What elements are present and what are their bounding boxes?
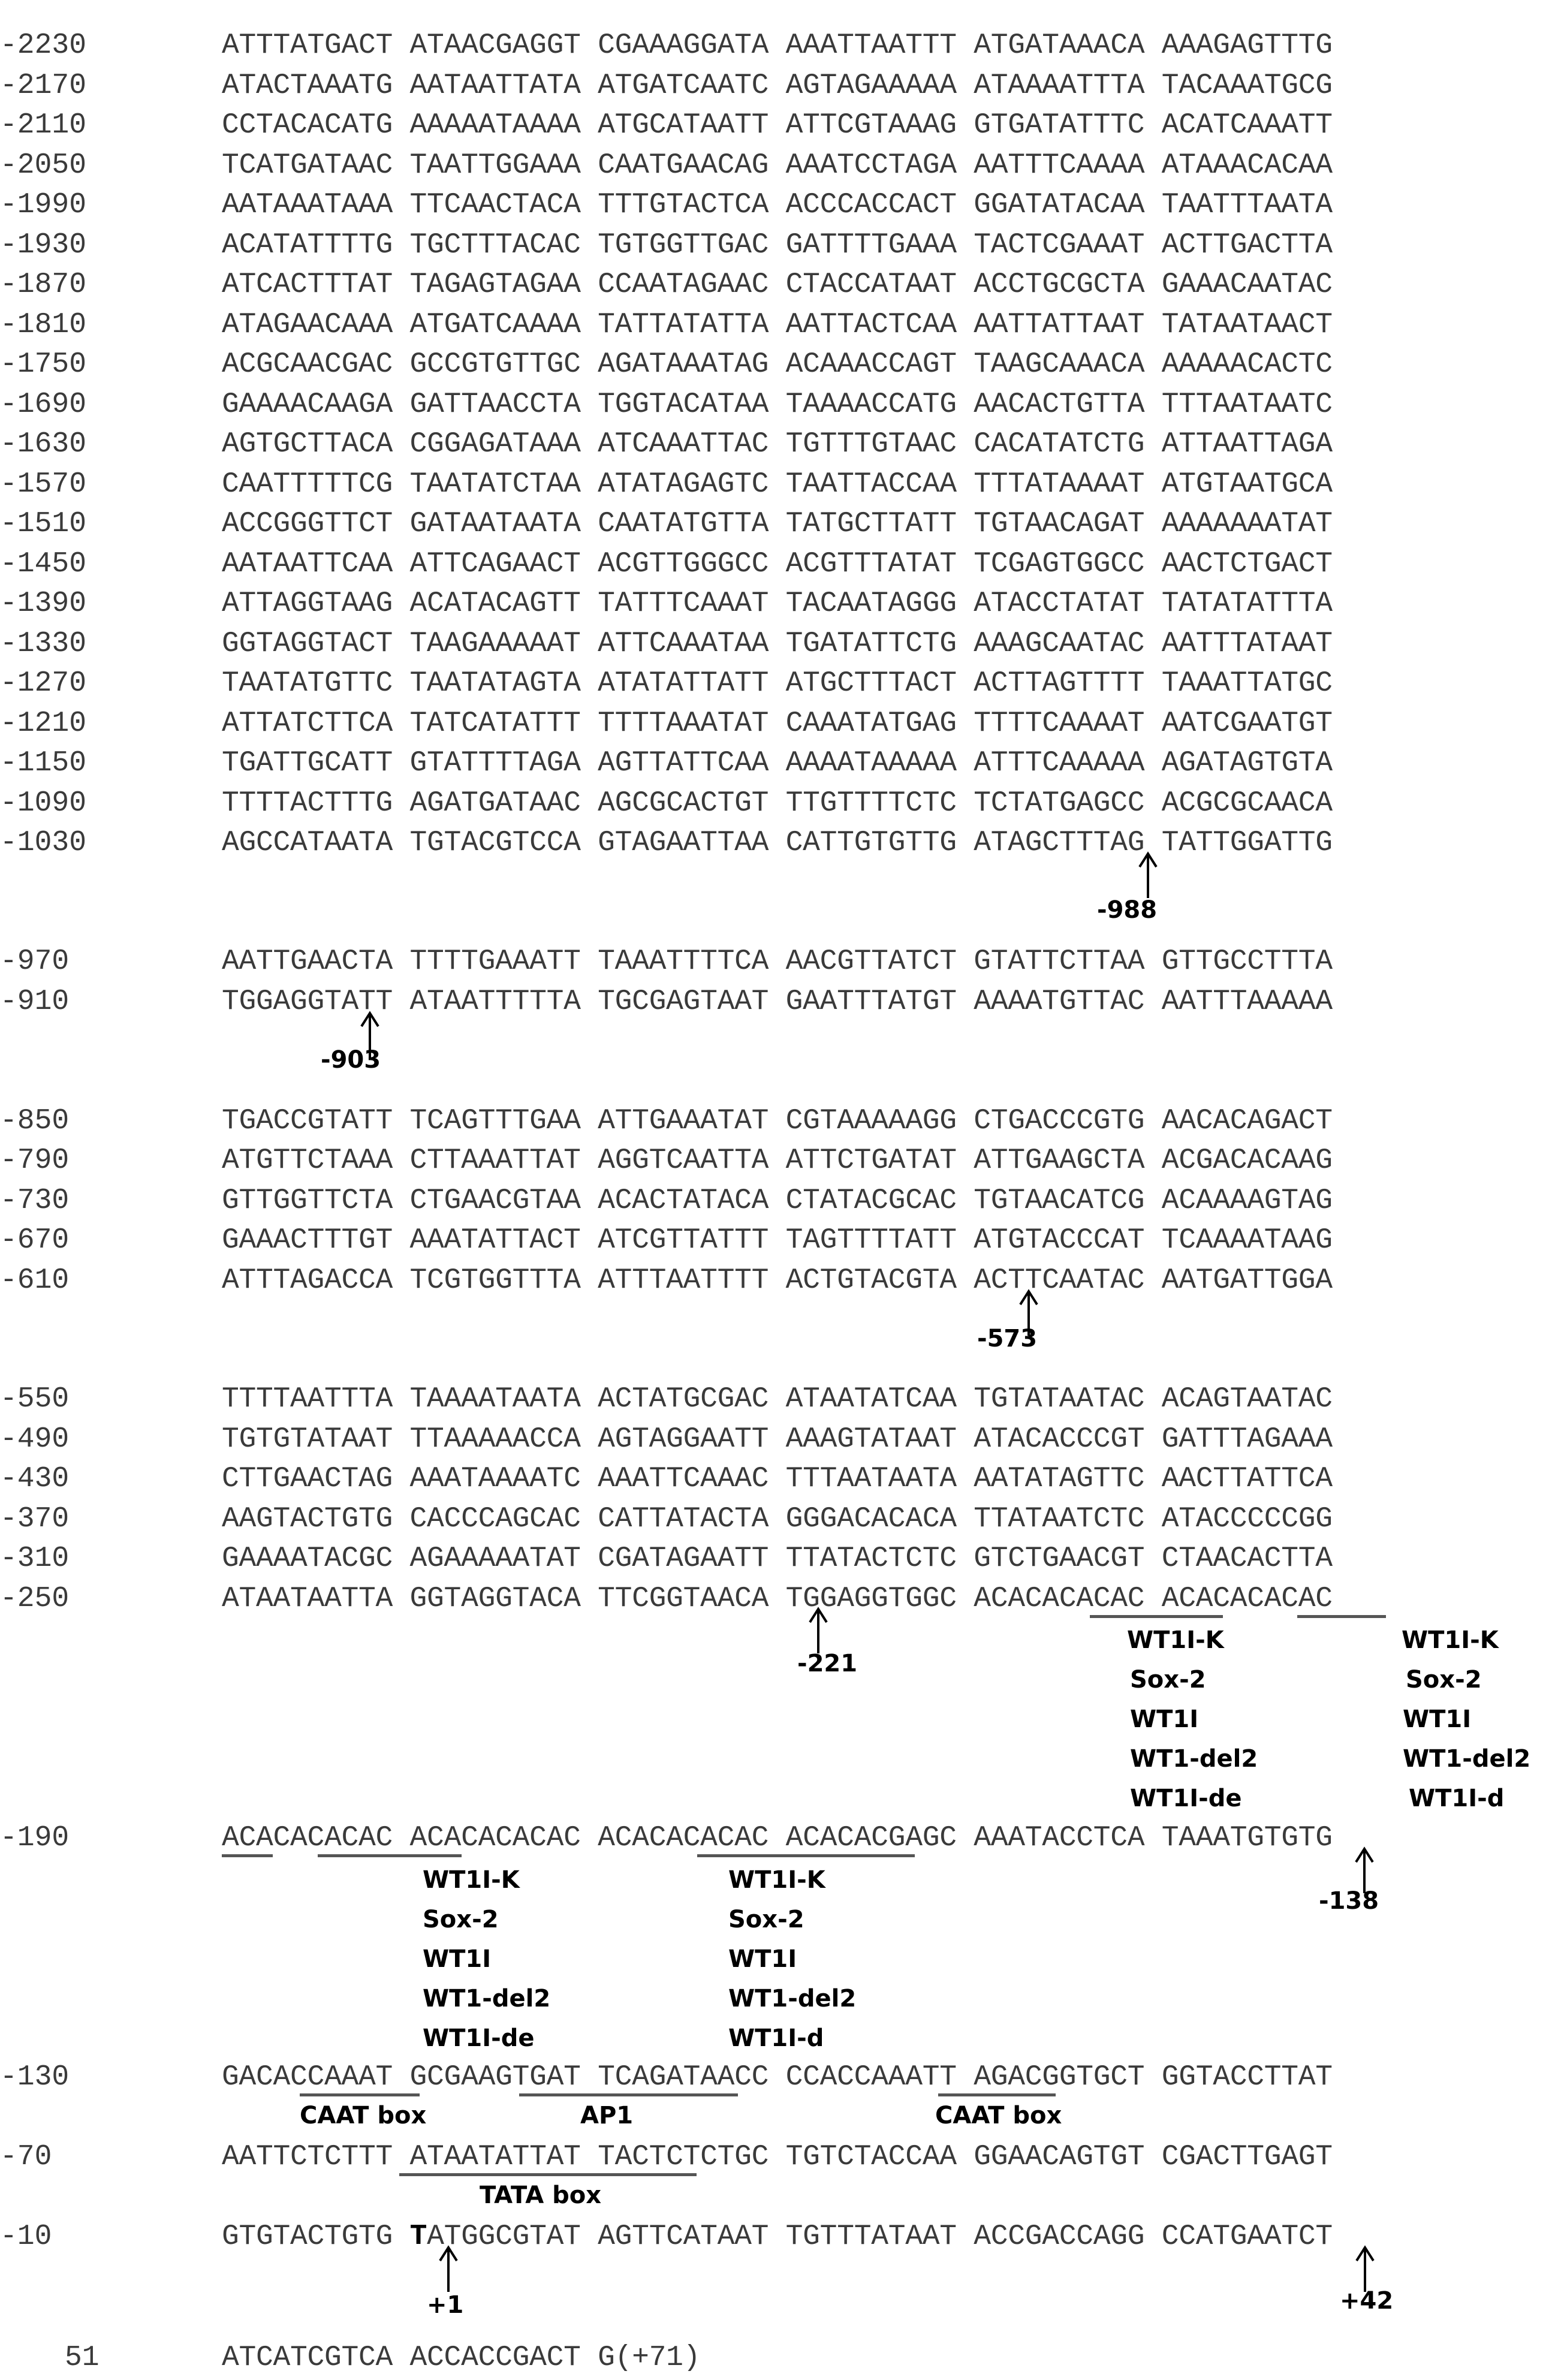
position-label: -1150 xyxy=(0,747,87,779)
position-label: -190 xyxy=(0,1822,70,1854)
binding-site-underline xyxy=(318,1854,462,1857)
sequence-row: AATTGAACTA TTTTGAAATT TAAATTTTCA AACGTTATCT GTATTCTTAA GTTGCCTTTA xyxy=(222,945,1333,978)
binding-site-underline xyxy=(697,1854,915,1857)
sequence-row: ACATATTTTG TGCTTTACAC TGTGGTTGAC GATTTTGAAA TACTCGAAAT ACTTGACTTA xyxy=(222,229,1333,261)
sequence-row: ATAGAACAAA ATGATCAAAA TATTATATTA AATTACTCAA AATTATTAAT TATAATAACT xyxy=(222,309,1333,341)
sequence-row: TGATTGCATT GTATTTTAGA AGTTATTCAA AAAATAAAAA ATTTCAAAAA AGATAGTGTA xyxy=(222,747,1333,779)
tf-label: WT1I-K xyxy=(1402,1626,1499,1654)
binding-site-underline xyxy=(519,2093,738,2096)
position-label: -430 xyxy=(0,1463,70,1495)
transcription-start-base: T xyxy=(409,2221,427,2253)
marker-label: -138 xyxy=(1319,1887,1379,1915)
ap1-label: AP1 xyxy=(580,2102,634,2129)
marker-label: -221 xyxy=(797,1650,858,1677)
position-label: -250 xyxy=(0,1583,70,1615)
sequence-row: ATGTTCTAAA CTTAAATTAT AGGTCAATTA ATTCTGATAT ATTGAAGCTA ACGACACAAG xyxy=(222,1144,1333,1177)
sequence-row: TGGAGGTATT ATAATTTTTA TGCGAGTAAT GAATTTATGT AAAATGTTAC AATTTAAAAA xyxy=(222,986,1333,1018)
position-label: -1810 xyxy=(0,309,87,341)
sequence-row: GACACCAAAT GCGAAGTGAT TCAGATAACC CCACCAAATT AGACGGTGCT GGTACCTTAT xyxy=(222,2061,1333,2093)
position-label: -10 xyxy=(0,2221,52,2253)
position-label: -1870 xyxy=(0,269,87,301)
sequence-row: AGCCATAATA TGTACGTCCA GTAGAATTAA CATTGTGTTG ATAGCTTTAG TATTGGATTG xyxy=(222,827,1333,859)
position-label: -1390 xyxy=(0,588,87,620)
sequence-row: TGTGTATAAT TTAAAAACCA AGTAGGAATT AAAGTATAAT ATACACCCGT GATTTAGAAA xyxy=(222,1423,1333,1456)
arrow-up-icon xyxy=(1136,851,1160,899)
tf-label: WT1I-de xyxy=(423,2024,535,2052)
tf-label: WT1I-K xyxy=(423,1866,520,1894)
position-label: -490 xyxy=(0,1423,70,1456)
tf-label: WT1I-d xyxy=(1409,1785,1505,1812)
position-label: -1330 xyxy=(0,628,87,660)
tf-label: WT1I-K xyxy=(1127,1626,1224,1654)
tf-label: WT1-del2 xyxy=(423,1985,551,2013)
position-label: -2230 xyxy=(0,29,87,62)
sequence-row: ATTTAGACCA TCGTGGTTTA ATTTAATTTT ACTGTACGTA ACTTCAATAC AATGATTGGA xyxy=(222,1264,1333,1297)
position-label: -850 xyxy=(0,1105,70,1137)
sequence-row: ATAATAATTA GGTAGGTACA TTCGGTAACA TGGAGGTGGC ACACACACAC ACACACACAC xyxy=(222,1583,1333,1615)
tf-label: WT1-del2 xyxy=(1130,1745,1258,1773)
binding-site-underline xyxy=(399,2173,697,2176)
sequence-row: AATTCTCTTT ATAATATTAT TACTCTCTGC TGTCTACCAA GGAACAGTGT CGACTTGAGT xyxy=(222,2141,1333,2173)
tf-label: WT1-del2 xyxy=(728,1985,857,2013)
sequence-row: AATAAATAAA TTCAACTACA TTTGTACTCA ACCCACCACT GGATATACAA TAATTTAATA xyxy=(222,189,1333,221)
position-label: -130 xyxy=(0,2061,70,2093)
sequence-row: GGTAGGTACT TAAGAAAAAT ATTCAAATAA TGATATTCTG AAAGCAATAC AATTTATAAT xyxy=(222,628,1333,660)
position-label: -1570 xyxy=(0,468,87,501)
position-label: -1030 xyxy=(0,827,87,859)
sequence-row: ACACACACAC ACACACACAC ACACACACAC ACACACGAGC AAATACCTCA TAAATGTGTG xyxy=(222,1822,1333,1854)
position-label: -1930 xyxy=(0,229,87,261)
position-label: -2110 xyxy=(0,109,87,141)
arrow-up-icon xyxy=(436,2245,460,2293)
position-label: -1510 xyxy=(0,508,87,540)
tf-label: WT1I-K xyxy=(728,1866,825,1894)
marker-label: +42 xyxy=(1340,2287,1394,2315)
position-label: 51 xyxy=(65,2342,100,2374)
position-label: -1210 xyxy=(0,707,87,740)
position-label: -1750 xyxy=(0,348,87,381)
sequence-row: ATTAGGTAAG ACATACAGTT TATTTCAAAT TACAATAGGG ATACCTATAT TATATATTTA xyxy=(222,588,1333,620)
sequence-row: ATCATCGTCA ACCACCGACT G(+71) xyxy=(222,2342,701,2374)
sequence-row: ACCGGGTTCT GATAATAATA CAATATGTTA TATGCTTATT TGTAACAGAT AAAAAAATAT xyxy=(222,508,1333,540)
sequence-row: GAAAATACGC AGAAAAATAT CGATAGAATT TTATACTCTC GTCTGAACGT CTAACACTTA xyxy=(222,1543,1333,1575)
marker-label: +1 xyxy=(427,2291,464,2319)
tf-label: WT1I xyxy=(1130,1706,1199,1733)
tf-label: Sox-2 xyxy=(1130,1666,1206,1694)
position-label: -1990 xyxy=(0,189,87,221)
position-label: -1450 xyxy=(0,548,87,580)
sequence-row: ACGCAACGAC GCCGTGTTGC AGATAAATAG ACAAACCAGT TAAGCAAACA AAAAACACTC xyxy=(222,348,1333,381)
binding-site-underline xyxy=(222,1854,273,1857)
position-label: -610 xyxy=(0,1264,70,1297)
sequence-row: GTTGGTTCTA CTGAACGTAA ACACTATACA CTATACGCAC TGTAACATCG ACAAAAGTAG xyxy=(222,1185,1333,1217)
sequence-row: TTTTACTTTG AGATGATAAC AGCGCACTGT TTGTTTTCTC TCTATGAGCC ACGCGCAACA xyxy=(222,787,1333,820)
caat-box-label: CAAT box xyxy=(935,2102,1062,2129)
binding-site-underline xyxy=(1297,1615,1386,1618)
binding-site-underline xyxy=(300,2093,420,2096)
sequence-row: TCATGATAAC TAATTGGAAA CAATGAACAG AAATCCTAGA AATTTCAAAA ATAAACACAA xyxy=(222,149,1333,182)
sequence-row: GAAACTTTGT AAATATTACT ATCGTTATTT TAGTTTTATT ATGTACCCAT TCAAAATAAG xyxy=(222,1224,1333,1257)
tf-label: WT1-del2 xyxy=(1403,1745,1531,1773)
sequence-row: AGTGCTTACA CGGAGATAAA ATCAAATTAC TGTTTGTAAC CACATATCTG ATTAATTAGA xyxy=(222,428,1333,460)
sequence-row: ATTTATGACT ATAACGAGGT CGAAAGGATA AAATTAATTT ATGATAAACA AAAGAGTTTG xyxy=(222,29,1333,62)
position-label: -2050 xyxy=(0,149,87,182)
position-label: -970 xyxy=(0,945,70,978)
sequence-row: TAATATGTTC TAATATAGTA ATATATTATT ATGCTTTACT ACTTAGTTTT TAAATTATGC xyxy=(222,667,1333,700)
position-label: -310 xyxy=(0,1543,70,1575)
sequence-row: TGACCGTATT TCAGTTTGAA ATTGAAATAT CGTAAAAAGG CTGACCCGTG AACACAGACT xyxy=(222,1105,1333,1137)
binding-site-underline xyxy=(1090,1615,1223,1618)
position-label: -1630 xyxy=(0,428,87,460)
position-label: -730 xyxy=(0,1185,70,1217)
tata-box-label: TATA box xyxy=(480,2182,602,2209)
tf-label: WT1I xyxy=(423,1945,492,1973)
position-label: -790 xyxy=(0,1144,70,1177)
tf-label: Sox-2 xyxy=(1406,1666,1482,1694)
sequence-row: GTGTACTGTG TATGGCGTAT AGTTCATAAT TGTTTATAAT ACCGACCAGG CCATGAATCT xyxy=(222,2221,1333,2253)
position-label: -550 xyxy=(0,1383,70,1415)
position-label: -370 xyxy=(0,1503,70,1535)
tf-label: Sox-2 xyxy=(728,1906,804,1933)
caat-box-label: CAAT box xyxy=(300,2102,427,2129)
tf-label: WT1I xyxy=(1403,1706,1472,1733)
position-label: -1270 xyxy=(0,667,87,700)
sequence-row: AAGTACTGTG CACCCAGCAC CATTATACTA GGGACACACA TTATAATCTC ATACCCCCGG xyxy=(222,1503,1333,1535)
position-label: -670 xyxy=(0,1224,70,1257)
marker-label: -573 xyxy=(977,1325,1038,1352)
marker-label: -988 xyxy=(1097,896,1158,924)
sequence-row: ATACTAAATG AATAATTATA ATGATCAATC AGTAGAAAAA ATAAAATTTA TACAAATGCG xyxy=(222,70,1333,102)
arrow-up-icon xyxy=(1353,2245,1377,2293)
position-label: -1690 xyxy=(0,388,87,421)
marker-label: -903 xyxy=(321,1046,381,1074)
sequence-row: CAATTTTTCG TAATATCTAA ATATAGAGTC TAATTACCAA TTTATAAAAT ATGTAATGCA xyxy=(222,468,1333,501)
tf-label: WT1I-de xyxy=(1130,1785,1242,1812)
tf-label: Sox-2 xyxy=(423,1906,499,1933)
sequence-row: AATAATTCAA ATTCAGAACT ACGTTGGGCC ACGTTTATAT TCGAGTGGCC AACTCTGACT xyxy=(222,548,1333,580)
sequence-row: CCTACACATG AAAAATAAAA ATGCATAATT ATTCGTAAAG GTGATATTTC ACATCAAATT xyxy=(222,109,1333,141)
tf-label: WT1I-d xyxy=(728,2024,824,2052)
binding-site-underline xyxy=(938,2093,1056,2096)
position-label: -1090 xyxy=(0,787,87,820)
sequence-row: GAAAACAAGA GATTAACCTA TGGTACATAA TAAAACCATG AACACTGTTA TTTAATAATC xyxy=(222,388,1333,421)
position-label: -70 xyxy=(0,2141,52,2173)
sequence-row: CTTGAACTAG AAATAAAATC AAATTCAAAC TTTAATAATA AATATAGTTC AACTTATTCA xyxy=(222,1463,1333,1495)
arrow-up-icon xyxy=(806,1607,830,1655)
sequence-row: TTTTAATTTA TAAAATAATA ACTATGCGAC ATAATATCAA TGTATAATAC ACAGTAATAC xyxy=(222,1383,1333,1415)
sequence-row: ATCACTTTAT TAGAGTAGAA CCAATAGAAC CTACCATAAT ACCTGCGCTA GAAACAATAC xyxy=(222,269,1333,301)
tf-label: WT1I xyxy=(728,1945,797,1973)
position-label: -2170 xyxy=(0,70,87,102)
sequence-row: ATTATCTTCA TATCATATTT TTTTAAATAT CAAATATGAG TTTTCAAAAT AATCGAATGT xyxy=(222,707,1333,740)
position-label: -910 xyxy=(0,986,70,1018)
